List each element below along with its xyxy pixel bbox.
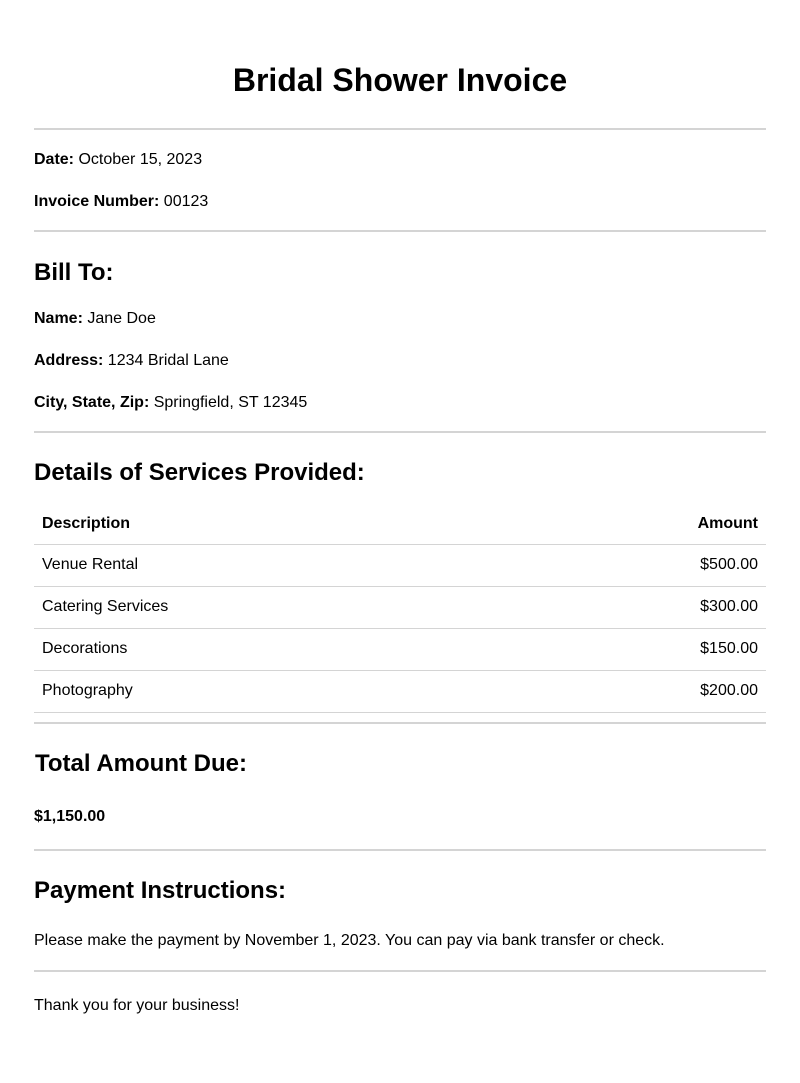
table-row [34, 544, 766, 586]
bill-to-name-line [34, 310, 766, 328]
name-label: Name: [34, 310, 83, 327]
table-header-row [34, 504, 766, 544]
invoice-number-label: Invoice Number: [34, 193, 160, 210]
table-row [34, 586, 766, 628]
total-heading: Total Amount Due: [35, 749, 247, 777]
services-table [34, 504, 766, 713]
divider [34, 431, 766, 433]
services-section [34, 459, 766, 713]
page-title: Bridal Shower Invoice [232, 62, 568, 98]
thank-you-note: Thank you for your business! [34, 996, 240, 1014]
bill-to-city-line [34, 394, 766, 412]
total-amount: $1,150.00 [34, 807, 106, 825]
service-description: Photography [34, 670, 510, 712]
description-column-header: Description [34, 504, 510, 544]
table-row [34, 670, 766, 712]
service-amount: $200.00 [510, 670, 766, 712]
service-amount: $150.00 [510, 628, 766, 670]
service-description: Decorations [34, 628, 510, 670]
service-description: Venue Rental [34, 544, 510, 586]
date-line [34, 151, 766, 169]
divider [34, 970, 766, 972]
bill-to-address-line [34, 352, 766, 370]
service-description: Catering Services [34, 586, 510, 628]
date-value: October 15, 2023 [74, 151, 203, 168]
services-heading: Details of Services Provided: [34, 459, 365, 486]
amount-column-header: Amount [510, 504, 766, 544]
divider [34, 849, 766, 851]
address-label: Address: [34, 352, 104, 369]
payment-instructions-text: Please make the payment by November 1, 2023. You can pay via bank transfer or check. [34, 931, 665, 949]
city-state-zip-value: Springfield, ST 12345 [149, 394, 308, 411]
invoice-number-value: 00123 [159, 193, 209, 210]
invoice-meta [34, 130, 766, 211]
service-amount: $300.00 [510, 586, 766, 628]
city-state-zip-label: City, State, Zip: [34, 394, 150, 411]
bill-to-heading: Bill To: [34, 259, 114, 286]
bill-to-section [34, 259, 766, 412]
address-value: 1234 Bridal Lane [103, 352, 229, 369]
payment-section [34, 877, 766, 950]
total-section [34, 750, 766, 826]
table-row [34, 628, 766, 670]
name-value: Jane Doe [82, 310, 156, 327]
invoice-number-line [34, 193, 766, 211]
divider [34, 722, 766, 724]
divider [34, 230, 766, 232]
payment-heading: Payment Instructions: [34, 876, 287, 904]
service-amount: $500.00 [510, 544, 766, 586]
date-label: Date: [34, 151, 75, 168]
